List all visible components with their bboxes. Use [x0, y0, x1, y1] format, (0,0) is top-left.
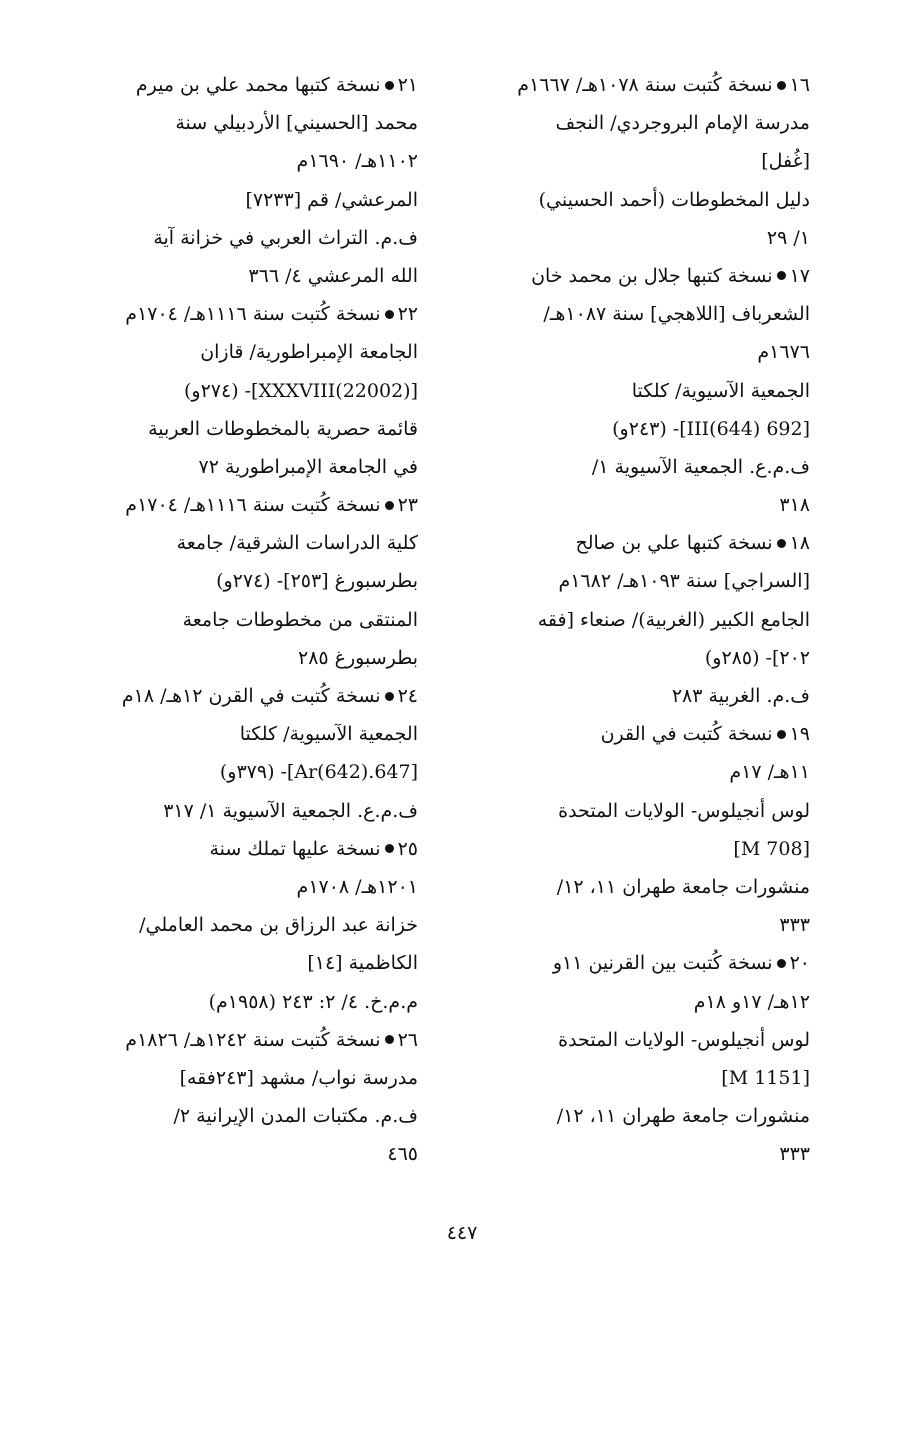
entry-line: ١٦٧٦م [757, 341, 810, 364]
entry-line: في الجامعة الإمبراطورية ٧٢ [198, 455, 418, 478]
entry-line: [غُفل] [761, 150, 810, 173]
right-column [492, 66, 810, 1173]
entry-line: منشورات جامعة طهران ١١، ١٢/ [556, 1105, 810, 1128]
entry-line: [647.Ar(642)]- (٣٧٩و) [219, 761, 418, 784]
bullet-icon [385, 692, 394, 701]
entry-text: نسخة كُتبت سنة ١٠٧٨هـ/ ١٦٦٧م [517, 74, 773, 96]
entry-line: المرعشي/ قم [٧٢٣٣] [245, 188, 418, 211]
entry-line: محمد [الحسيني] الأردبيلي سنة [175, 112, 418, 135]
bullet-icon [777, 730, 786, 739]
entry-number: ٢١ [397, 74, 418, 96]
catalog-entry [492, 66, 810, 257]
catalog-entry [100, 66, 418, 295]
catalog-entry [492, 524, 810, 715]
entry-line: الجمعية الآسيوية/ كلكتا [631, 379, 810, 402]
entry-line: ١١٠٢هـ/ ١٦٩٠م [296, 150, 418, 173]
entry-number: ١٦ [789, 74, 810, 96]
bullet-icon [777, 271, 786, 280]
entry-line: المنتقى من مخطوطات جامعة [182, 608, 418, 631]
entry-line: الجامعة الإمبراطورية/ قازان [200, 341, 418, 364]
entry-line: ف.م.ع. الجمعية الآسيوية ١/ [591, 455, 810, 478]
entry-line: الشعرباف [اللاهجي] سنة ١٠٨٧هـ/ [543, 303, 810, 326]
bullet-icon [385, 501, 394, 510]
entry-line: الكاظمية [١٤] [307, 952, 418, 975]
entry-line: ف.م.ع. الجمعية الآسيوية ١/ ٣١٧ [163, 799, 418, 822]
catalog-entry [100, 295, 418, 486]
entry-text: نسخة كتبها علي بن صالح [575, 532, 773, 555]
entry-text: نسخة كُتبت بين القرنين ١١و [552, 952, 773, 975]
entry-line: [XXXVIII(22002)]- (٢٧٤و) [183, 379, 418, 402]
bullet-icon [777, 959, 786, 968]
entry-line: لوس أنجيلوس- الولايات المتحدة [558, 799, 810, 822]
entry-line: دليل المخطوطات (أحمد الحسيني) [538, 188, 810, 211]
entry-line: ١/ ٢٩ [766, 226, 810, 249]
entry-line: مدرسة الإمام البروجردي/ النجف [555, 112, 810, 135]
entry-line: الله المرعشي ٤/ ٣٦٦ [248, 264, 418, 287]
entry-line: ف.م. الغربية ٢٨٣ [671, 685, 810, 707]
entry-line: بطرسبورغ ٢٨٥ [297, 646, 418, 669]
catalog-entry [100, 830, 418, 1021]
entry-line: [692 III(644)]- (٢٤٣و) [612, 417, 810, 440]
entry-number: ٢٢ [397, 303, 418, 326]
catalog-entry [100, 486, 418, 677]
entry-heading-line [100, 1021, 418, 1059]
entry-line: الجمعية الآسيوية/ كلكتا [239, 723, 418, 746]
catalog-entry [100, 677, 418, 830]
entry-line: [M 1151] [721, 1066, 810, 1089]
bullet-icon [385, 1035, 394, 1044]
entry-text: نسخة كُتبت سنة ١١١٦هـ/ ١٧٠٤م [125, 494, 381, 517]
catalog-entry [492, 257, 810, 524]
entry-heading-line [492, 524, 810, 562]
entry-heading-line [100, 830, 418, 868]
left-column [100, 66, 418, 1173]
entry-line: ٤٦٥ [387, 1143, 418, 1166]
entry-number: ٢٥ [397, 837, 418, 860]
entry-line: ١١هـ/ ١٧م [729, 761, 810, 784]
entry-text: نسخة كُتبت سنة ١١١٦هـ/ ١٧٠٤م [125, 303, 381, 326]
entry-line: م.م.خ. ٤/ ٢: ٢٤٣ (١٩٥٨م) [208, 990, 418, 1013]
entry-line: بطرسبورغ [٢٥٣]- (٢٧٤و) [216, 570, 418, 593]
entry-line: ٣٣٣ [779, 1143, 810, 1166]
entry-line: لوس أنجيلوس- الولايات المتحدة [558, 1028, 810, 1051]
entry-line: مدرسة نواب/ مشهد [٢٤٣فقه] [179, 1066, 418, 1089]
entry-line: ١٢هـ/ ١٧و ١٨م [693, 990, 810, 1013]
entry-number: ٢٣ [397, 494, 418, 517]
entry-line: الجامع الكبير (الغربية)/ صنعاء [فقه [537, 608, 810, 631]
entry-number: ١٨ [789, 532, 810, 555]
entry-line: ف.م. مكتبات المدن الإيرانية ٢/ [173, 1105, 418, 1128]
entry-heading-line [492, 257, 810, 295]
bullet-icon [777, 81, 786, 90]
entry-heading-line [100, 66, 418, 104]
entry-line: كلية الدراسات الشرقية/ جامعة [176, 532, 418, 555]
entry-line: [M 708] [733, 837, 810, 860]
bullet-icon [777, 539, 786, 548]
entry-text: نسخة كُتبت في القرن [600, 723, 773, 746]
entry-line: قائمة حصرية بالمخطوطات العربية [148, 417, 418, 440]
entry-line: منشورات جامعة طهران ١١، ١٢/ [556, 875, 810, 898]
entry-heading-line [492, 715, 810, 753]
entry-line: ف.م. التراث العربي في خزانة آية [153, 226, 418, 249]
entry-text: نسخة عليها تملك سنة [209, 837, 381, 860]
catalog-entry [492, 715, 810, 944]
entry-line: خزانة عبد الرزاق بن محمد العاملي/ [139, 914, 418, 937]
entry-heading-line [492, 66, 810, 104]
entry-heading-line [492, 944, 810, 982]
bullet-icon [385, 81, 394, 90]
entry-line: ٣٣٣ [779, 914, 810, 937]
entry-text: نسخة كتبها محمد علي بن ميرم [135, 74, 381, 96]
entry-text: نسخة كتبها جلال بن محمد خان [531, 264, 773, 287]
entry-text: نسخة كُتبت في القرن ١٢هـ/ ١٨م [121, 685, 381, 707]
entry-number: ٢٤ [397, 685, 418, 707]
bullet-icon [385, 310, 394, 319]
entry-line: ١٢٠١هـ/ ١٧٠٨م [296, 875, 418, 898]
entry-line: ٣١٨ [779, 494, 810, 517]
entry-number: ٢٠ [789, 952, 810, 975]
entry-number: ١٩ [789, 723, 810, 746]
entry-line: ٢٠٢]- (٢٨٥و) [704, 646, 810, 669]
entry-text: نسخة كُتبت سنة ١٢٤٢هـ/ ١٨٢٦م [125, 1028, 381, 1051]
entry-line: [السراجي] سنة ١٠٩٣هـ/ ١٦٨٢م [558, 570, 810, 593]
entry-heading-line [100, 677, 418, 715]
entry-number: ١٧ [789, 264, 810, 287]
entry-heading-line [100, 486, 418, 524]
entry-heading-line [100, 295, 418, 333]
page-number: ٤٤٧ [446, 1222, 478, 1244]
bullet-icon [385, 844, 394, 853]
entry-number: ٢٦ [397, 1028, 418, 1051]
catalog-entry [492, 944, 810, 1173]
catalog-entry [100, 1021, 418, 1174]
